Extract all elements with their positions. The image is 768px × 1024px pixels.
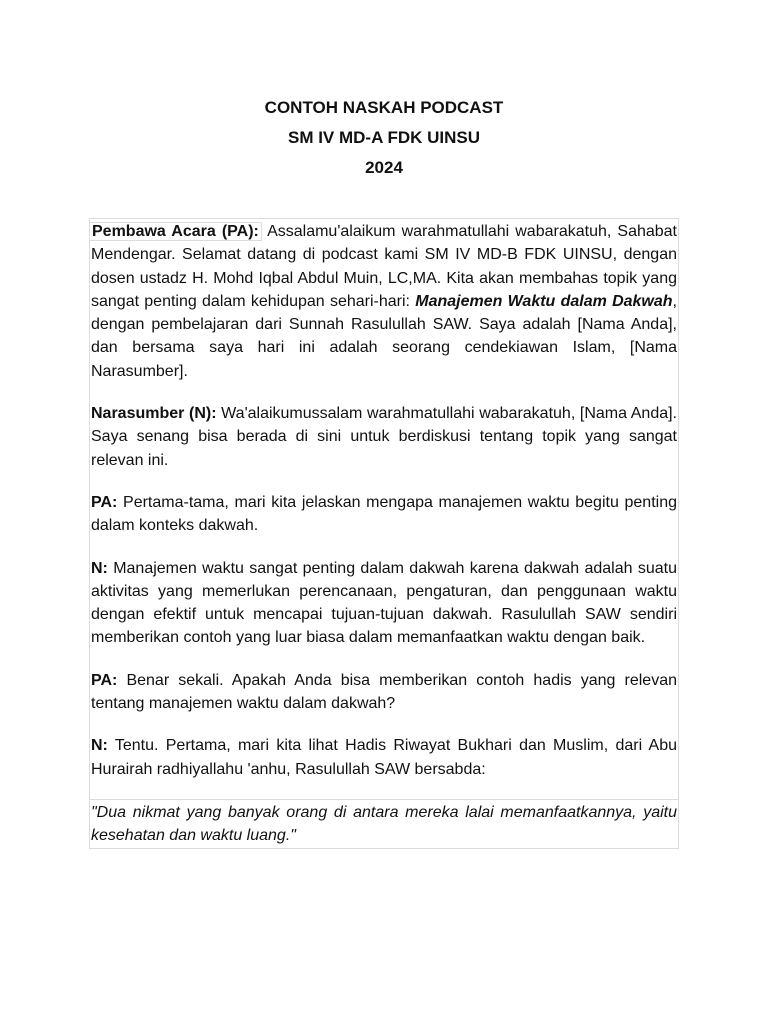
podcast-script bbox=[89, 218, 679, 849]
topic-emphasis: Manajemen Waktu dalam Dakwah bbox=[415, 292, 673, 310]
paragraph-text: , dengan pembelajaran dari Sunnah Rasulullah SAW. Saya adalah [Nama Anda], dan bersama saya hari ini adalah seorang cendekiawan Islam, [Nama Narasumber]. bbox=[91, 292, 677, 380]
title-line-1: CONTOH NASKAH PODCAST bbox=[264, 98, 504, 117]
paragraph-text: Pertama-tama, mari kita jelaskan mengapa manajemen waktu begitu penting dalam konteks dakwah. bbox=[91, 493, 677, 535]
paragraph-text: Tentu. Pertama, mari kita lihat Hadis Riwayat Bukhari dan Muslim, dari Abu Hurairah radhiyallahu 'anhu, Rasulullah SAW bersabda: bbox=[91, 737, 677, 778]
paragraph-guest-greeting bbox=[90, 401, 678, 472]
title-line-3: 2024 bbox=[365, 158, 403, 177]
paragraph-text: Assalamu'alaikum warahmatullahi wabarakatuh, Sahabat Mendengar. Selamat datang di podcast kami SM IV MD-B FDK UINSU, dengan dosen ustadz H. Mohd Iqbal Abdul Muin, LC,MA. Kita akan membahas topik yang sangat penting dalam kehidupan sehari-hari: bbox=[91, 223, 678, 310]
paragraph-text: Wa'alaikumussalam warahmatullahi wabarakatuh, [Nama Anda]. Saya senang bisa berada di sini untuk berdiskusi tentang topik yang sangat relevan ini. bbox=[91, 405, 678, 469]
paragraph-host-question-2 bbox=[90, 668, 678, 716]
title-line-2: SM IV MD-A FDK UINSU bbox=[287, 128, 481, 147]
speaker-label: N: bbox=[91, 559, 108, 577]
paragraph-guest-answer-1 bbox=[90, 556, 678, 650]
paragraph-host-opening bbox=[90, 219, 678, 383]
speaker-label: PA: bbox=[91, 493, 118, 511]
speaker-label: Narasumber (N): bbox=[91, 405, 217, 423]
speaker-label: N: bbox=[91, 737, 108, 755]
speaker-label: PA: bbox=[91, 671, 118, 689]
paragraph-text: Manajemen waktu sangat penting dalam dakwah karena dakwah adalah suatu aktivitas yang memerlukan perencanaan, pengaturan, dan penggunaan waktu dengan efektif untuk mencapai tujuan-tujuan dakwah. Rasulullah SAW sendiri memberikan contoh yang luar biasa dalam memanfaatkan waktu dengan baik. bbox=[91, 559, 677, 647]
paragraph-host-question-1 bbox=[90, 490, 678, 538]
paragraph-guest-answer-2 bbox=[90, 733, 678, 781]
document-title bbox=[0, 93, 768, 183]
hadith-quote: "Dua nikmat yang banyak orang di antara mereka lalai memanfaatkannya, yaitu kesehatan dan waktu luang." bbox=[90, 799, 678, 848]
paragraph-text: Benar sekali. Apakah Anda bisa memberikan contoh hadis yang relevan tentang manajemen waktu dalam dakwah? bbox=[91, 671, 677, 713]
speaker-label: Pembawa Acara (PA): bbox=[89, 222, 262, 241]
